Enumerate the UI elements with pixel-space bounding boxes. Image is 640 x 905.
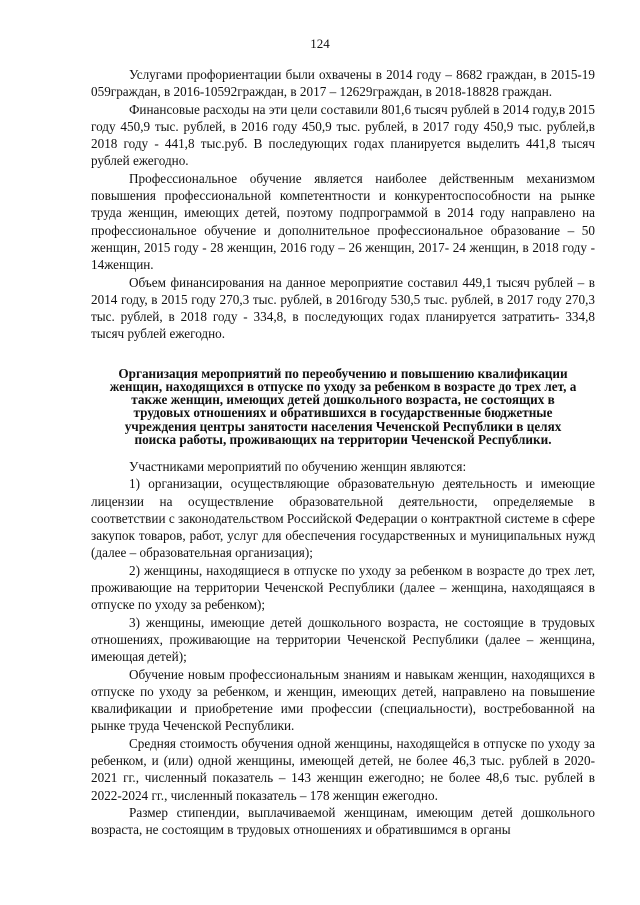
paragraph-funding-volume: Объем финансирования на данное мероприятие составил 449,1 тысяч рублей – в 2014 году, в 2015 году 270,3 тыс. рублей, в 2016году 530,5 тыс. рублей, в 2017 году 270,3 тыс. рублей, в 2018 году - 334,8, в последующих годах планируется затратить- 334,8 тысяч рублей ежегодно. <box>91 274 595 342</box>
paragraph-financial-expenses: Финансовые расходы на эти цели составили 801,6 тысяч рублей в 2014 году,в 2015 году 450,9 тыс. рублей, в 2016 году 450,9 тыс. рублей, в 2017 году 450,9 тыс. рублей,в 2018 году - 441,8 тыс.руб. В последующих годах планируется выделить 441,8 тысяч рублей ежегодно. <box>91 101 595 169</box>
paragraph-career-guidance: Услугами профориентации были охвачены в 2014 году – 8682 граждан, в 2015-19 059граждан, в 2016-10592граждан, в 2017 – 12629граждан, в 2018-18828 граждан. <box>91 67 595 100</box>
paragraph-scholarship: Размер стипендии, выплачиваемой женщинам, имеющим детей дошкольного возраста, не состоящим в трудовых отношениях и обратившимся в органы <box>91 804 595 838</box>
paragraph-training-purpose: Обучение новым профессиональным знаниям и навыкам женщин, находящихся в отпуске по уходу за ребенком, и женщин, имеющих детей, направлено на повышение квалификации и приобретение ими профессии (специальности), востребованной на рынке труда Чеченской Республики. <box>91 666 595 734</box>
paragraph-participants-intro: Участниками мероприятий по обучению женщин являются: <box>129 458 467 474</box>
list-item-organizations: 1) организации, осуществляющие образовательную деятельность и имеющие лицензии на осуществление образовательной деятельности, определяемые в соответствии с законодательством Российской Федерации о контрактной системе в сфере закупок товаров, работ, услуг для обеспечения государственных и муниципальных нужд (далее – образовательная организация); <box>91 476 595 561</box>
page-number: 124 <box>310 36 330 51</box>
paragraph-professional-training: Профессиональное обучение является наиболее действенным механизмом повышения профессиональной компетентности и конкурентоспособности на рынке труда женщин, имеющих детей, поэтому подпрограммой в 2014 году направлено на профессиональное обучение и дополнительное профессиональное образование – 50 женщин, 2015 году - 28 женщин, 2016 году – 26 женщин, 2017- 24 женщин, в 2018 году - 14женщин. <box>91 170 595 273</box>
section-heading: Организация мероприятий по переобучению и повышению квалификации женщин, находящихся в отпуске по уходу за ребенком в возрасте до трех лет, а также женщин, имеющих детей дошкольного возраста, не состоящих в трудовых отношениях и обратившихся в государственные бюджетные учреждения центры занятости населения Чеченской Республики в целях поиска работы, проживающих на территории Чеченской Республики. <box>109 365 577 447</box>
document-body <box>91 66 595 839</box>
paragraph-average-cost: Средняя стоимость обучения одной женщины, находящейся в отпуске по уходу за ребенком, и (или) одной женщины, имеющей детей, не более 46,3 тыс. рублей в 2020-2021 гг., численный показатель – 143 женщин ежегодно; не более 48,6 тыс. рублей в 2022-2024 гг., численный показатель – 178 женщин ежегодно. <box>91 735 595 803</box>
list-item-women-on-leave: 2) женщины, находящиеся в отпуске по уходу за ребенком в возрасте до трех лет, проживающие на территории Чеченской Республики (далее – женщина, находящаяся в отпуске по уходу за ребенком); <box>91 562 595 613</box>
list-item-women-with-children: 3) женщины, имеющие детей дошкольного возраста, не состоящие в трудовых отношениях, проживающие на территории Чеченской Республики (далее – женщина, имеющая детей); <box>91 614 595 665</box>
